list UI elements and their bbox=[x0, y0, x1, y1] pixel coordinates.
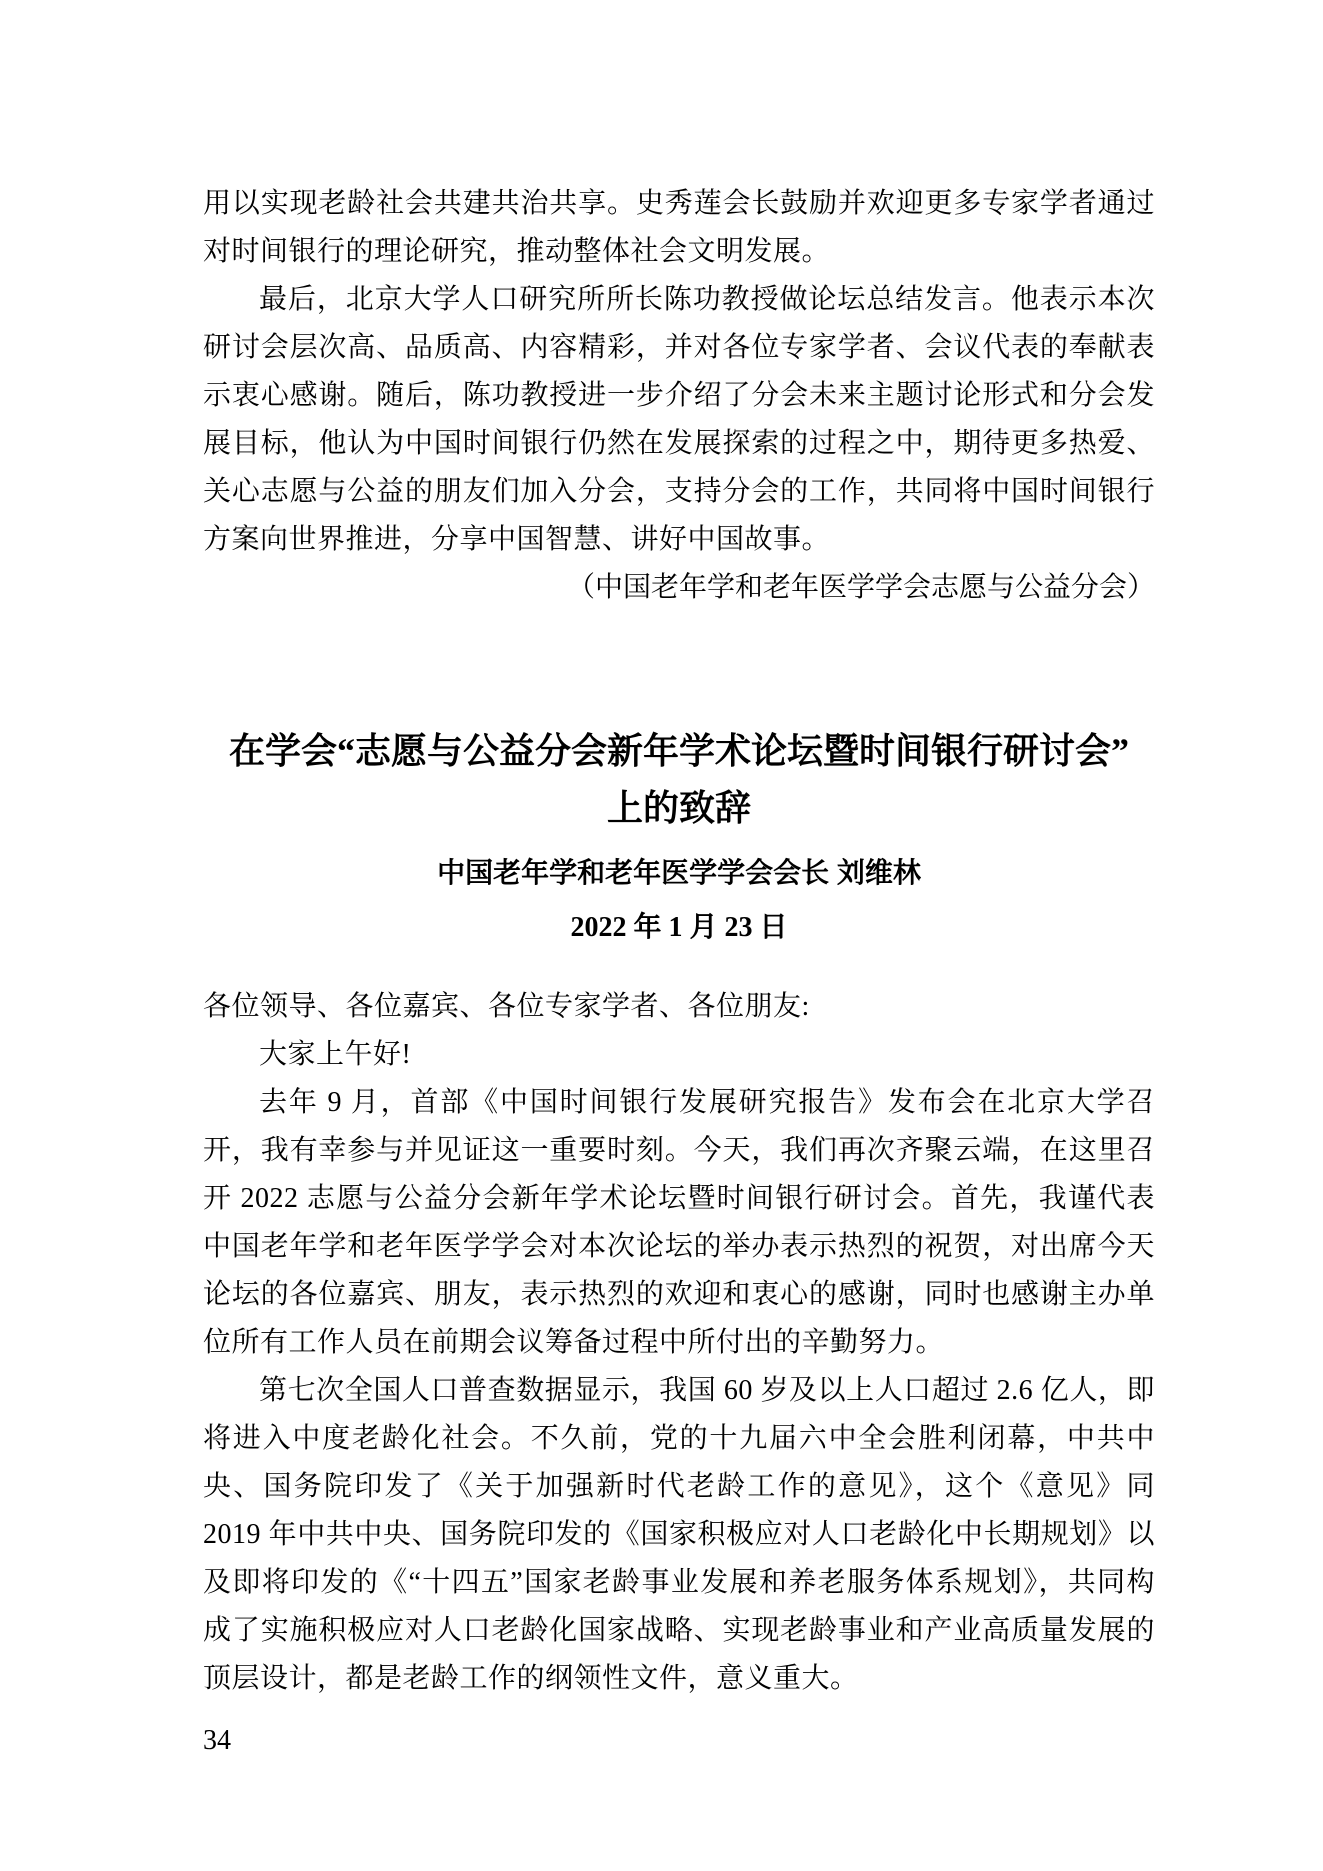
speech-author: 中国老年学和老年医学学会会长 刘维林 bbox=[437, 857, 921, 888]
speech-title-line1: 在学会“志愿与公益分会新年学术论坛暨时间银行研讨会” bbox=[228, 731, 1129, 771]
speech-paragraph-1: 去年 9 月，首部《中国时间银行发展研究报告》发布会在北京大学召开，我有幸参与并见证这一重要时刻。今天，我们再次齐聚云端，在这里召开 2022 志愿与公益分会新年学术论坛暨时间银行研讨会。首先，我谨代表中国老年学和老年医学学会对本次论坛的举办表示热烈的祝贺，对出席今天论坛的各位嘉宾、朋友，表示热烈的欢迎和衷心的感谢，同时也感谢主办单位所有工作人员在前期会议筹备过程中所付出的辛勤努力。 bbox=[203, 1087, 1155, 1358]
continuation-paragraph: 用以实现老龄社会共建共治共享。史秀莲会长鼓励并欢迎更多专家学者通过对时间银行的理论研究，推动整体社会文明发展。 bbox=[203, 188, 1155, 267]
summary-paragraph: 最后，北京大学人口研究所所长陈功教授做论坛总结发言。他表示本次研讨会层次高、品质高、内容精彩，并对各位专家学者、会议代表的奉献表示衷心感谢。随后，陈功教授进一步介绍了分会未来主题讨论形式和分会发展目标，他认为中国时间银行仍然在发展探索的过程之中，期待更多热爱、关心志愿与公益的朋友们加入分会，支持分会的工作，共同将中国时间银行方案向世界推进，分享中国智慧、讲好中国故事。 bbox=[203, 284, 1155, 555]
salutation-line: 各位领导、各位嘉宾、各位专家学者、各位朋友: bbox=[203, 991, 810, 1022]
speech-title bbox=[203, 723, 1155, 837]
speech-title-line2: 上的致辞 bbox=[606, 788, 751, 828]
speech-paragraph-2: 第七次全国人口普查数据显示，我国 60 岁及以上人口超过 2.6 亿人，即将进入中度老龄化社会。不久前，党的十九届六中全会胜利闭幕，中共中央、国务院印发了《关于加强新时代老龄工作的意见》，这个《意见》同 2019 年中共中央、国务院印发的《国家积极应对人口老龄化中长期规划》以及即将印发的《“十四五”国家老龄事业发展和养老服务体系规划》，共同构成了实施积极应对人口老龄化国家战略、实现老龄事业和产业高质量发展的顶层设计，都是老龄工作的纲领性文件，意义重大。 bbox=[203, 1375, 1155, 1694]
page-content bbox=[203, 180, 1155, 1703]
attribution-line: （中国老年学和老年医学学会志愿与公益分会） bbox=[566, 572, 1155, 603]
greeting-line: 大家上午好! bbox=[259, 1039, 412, 1070]
page-number: 34 bbox=[203, 1725, 231, 1756]
speech-date: 2022 年 1 月 23 日 bbox=[570, 912, 788, 943]
speech-body bbox=[203, 983, 1155, 1703]
byline-block bbox=[203, 845, 1155, 955]
